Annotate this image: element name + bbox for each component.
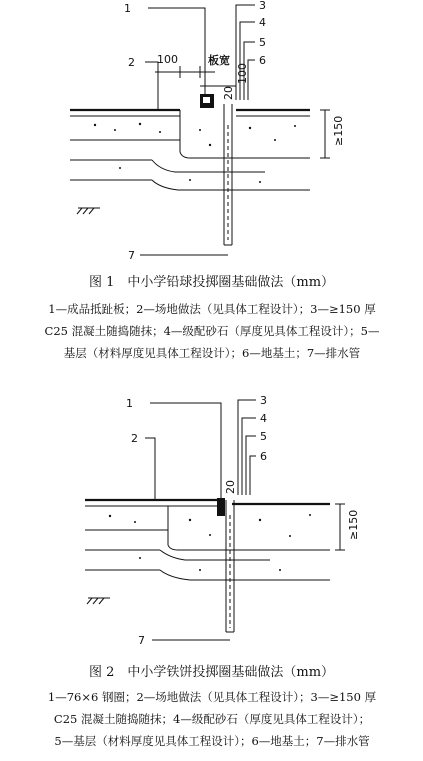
layer-line — [152, 180, 310, 190]
concrete-aggregate — [109, 514, 311, 571]
dim-20: 20 — [222, 86, 235, 100]
callout-4: 4 — [260, 412, 267, 425]
layer-line — [152, 160, 265, 172]
callout-6: 6 — [259, 54, 266, 67]
ground-hatch — [83, 208, 88, 214]
callout-5: 5 — [259, 36, 266, 49]
callout-3: 3 — [259, 0, 266, 12]
ground-hatch — [77, 208, 82, 214]
callout-2: 2 — [128, 56, 135, 69]
dim-depth: ≥150 — [347, 509, 360, 540]
dim-20: 20 — [224, 480, 237, 494]
concrete-block — [168, 506, 250, 550]
ground-hatch — [89, 208, 94, 214]
figure2-drawing — [85, 394, 360, 647]
leader-2 — [145, 62, 158, 110]
layer-line — [160, 570, 330, 580]
ground-hatch — [93, 598, 98, 604]
dim-board-width: 板宽 — [208, 54, 230, 67]
figure2-note-line: 5—基层（材料厚度见具体工程设计）；6—地基土；7—排水管 — [54, 734, 370, 748]
callout-1: 1 — [124, 2, 131, 15]
leader-6 — [248, 60, 255, 100]
leader-6 — [250, 456, 256, 495]
layer-line — [160, 550, 270, 560]
figure2-note-line: 1—76×6 钢圈；2—场地做法（见具体工程设计）；3—≥150 厚 — [47, 690, 377, 704]
leader-5 — [246, 436, 256, 495]
callout-4: 4 — [259, 16, 266, 29]
steel-ring — [217, 498, 225, 516]
dim-depth: ≥150 — [332, 115, 345, 146]
figure1-note-line: 1—成品抵趾板；2—场地做法（见具体工程设计）；3—≥150 厚 — [48, 302, 376, 316]
concrete-aggregate — [94, 123, 296, 183]
callout-6: 6 — [260, 450, 267, 463]
leader-2 — [145, 438, 155, 500]
leader-3 — [238, 400, 256, 495]
figure2-note-line: C25 混凝土随捣随抹；4—级配砂石（厚度见具体工程设计）； — [53, 712, 371, 726]
leader-1 — [148, 8, 205, 94]
callout-5: 5 — [260, 430, 267, 443]
callout-7: 7 — [128, 249, 135, 262]
toe-board-inner — [203, 97, 210, 103]
dim-100b: 100 — [236, 63, 249, 84]
callout-1: 1 — [126, 397, 133, 410]
leader-1 — [150, 403, 221, 498]
figure1-note-line: C25 混凝土随捣随抹；4—级配砂石（厚度见具体工程设计）；5— — [44, 324, 380, 338]
concrete-block — [180, 110, 250, 158]
callout-3: 3 — [260, 394, 267, 407]
figure1-note-line: 基层（材料厚度见具体工程设计）；6—地基土；7—排水管 — [63, 346, 361, 360]
figure1-caption: 图 1 中小学铅球投掷圈基础做法（mm） — [88, 275, 335, 290]
figure2-caption: 图 2 中小学铁饼投掷圈基础做法（mm） — [88, 665, 335, 680]
callout-7: 7 — [138, 634, 145, 647]
callout-2: 2 — [131, 432, 138, 445]
ground-hatch — [99, 598, 104, 604]
ground-hatch — [87, 598, 92, 604]
leader-3 — [236, 5, 255, 100]
figure1-drawing — [70, 0, 345, 262]
dim-100a: 100 — [157, 53, 178, 66]
